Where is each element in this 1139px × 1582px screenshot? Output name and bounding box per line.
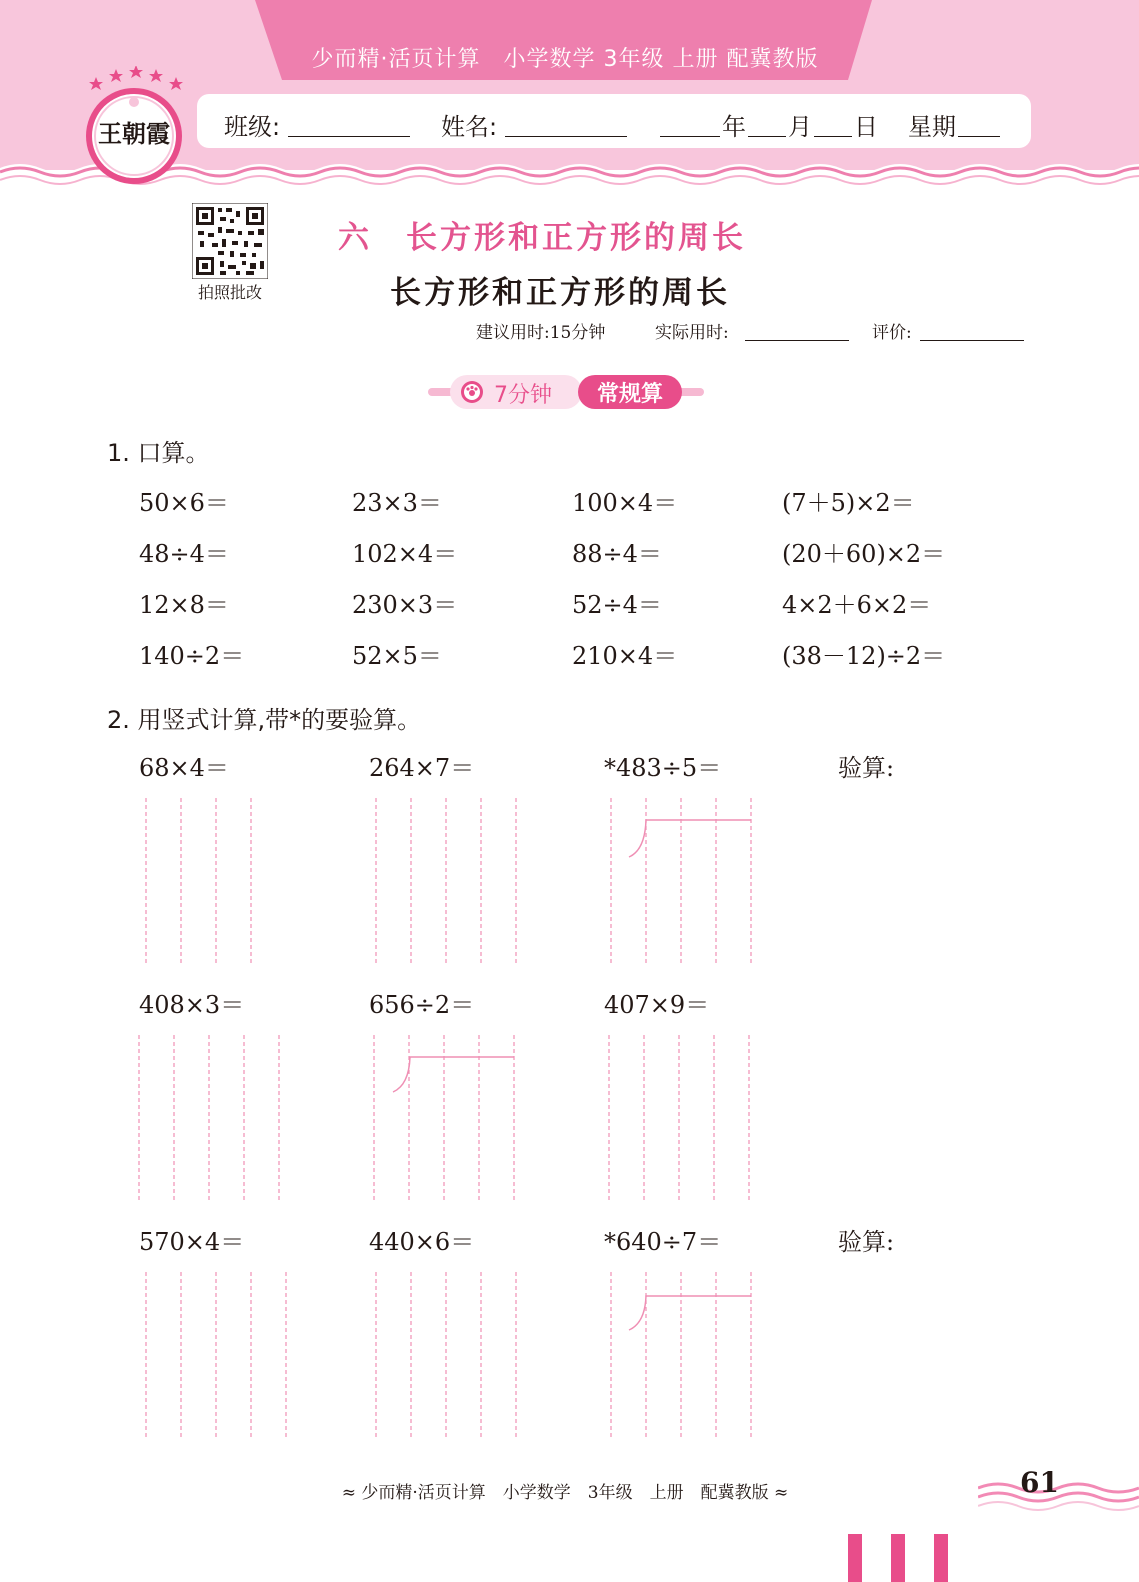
expression: 68×4＝ bbox=[139, 754, 229, 782]
edge-tab bbox=[848, 1534, 862, 1582]
expression: 264×7＝ bbox=[369, 754, 475, 782]
expression: 656÷2＝ bbox=[369, 991, 475, 1019]
expression: *483÷5＝ bbox=[604, 754, 722, 782]
check-label: 验算: bbox=[838, 754, 895, 782]
expression: 570×4＝ bbox=[139, 1228, 245, 1256]
expression: 4×2＋6×2＝ bbox=[782, 591, 932, 619]
check-label: 验算: bbox=[838, 1228, 895, 1256]
expression: (20＋60)×2＝ bbox=[782, 540, 946, 568]
question-1-title: 1. 口算。 bbox=[107, 439, 210, 467]
page-number: 61 bbox=[1020, 1466, 1059, 1499]
question-2-title: 2. 用竖式计算,带*的要验算。 bbox=[107, 706, 422, 734]
badge-type-text: 常规算 bbox=[596, 382, 663, 407]
weekday-label: 星期 bbox=[908, 113, 956, 141]
badge-time-text: 7分钟 bbox=[494, 383, 552, 408]
expression: 440×6＝ bbox=[369, 1228, 475, 1256]
expression: 100×4＝ bbox=[572, 489, 678, 517]
edge-tab bbox=[891, 1534, 905, 1582]
expression: 12×8＝ bbox=[139, 591, 229, 619]
expression: 52×5＝ bbox=[352, 642, 442, 670]
expression: (7＋5)×2＝ bbox=[782, 489, 915, 517]
edge-tab bbox=[934, 1534, 948, 1582]
year-label: 年 bbox=[722, 113, 746, 141]
expression: 52÷4＝ bbox=[572, 591, 662, 619]
qr-label: 拍照批改 bbox=[197, 283, 262, 302]
month-label: 月 bbox=[788, 113, 812, 141]
day-label: 日 bbox=[854, 113, 878, 141]
logo-text: 王朝霞 bbox=[98, 119, 170, 148]
class-label: 班级: bbox=[224, 113, 281, 141]
expression: 408×3＝ bbox=[139, 991, 245, 1019]
suggested-time: 建议用时:15分钟 bbox=[476, 323, 606, 343]
expression: 50×6＝ bbox=[139, 489, 229, 517]
expression: 88÷4＝ bbox=[572, 540, 662, 568]
expression: 210×4＝ bbox=[572, 642, 678, 670]
lesson-title: 长方形和正方形的周长 bbox=[390, 275, 730, 311]
evaluation-label: 评价: bbox=[872, 323, 912, 343]
actual-time-label: 实际用时: bbox=[655, 323, 729, 343]
expression: 140÷2＝ bbox=[139, 642, 245, 670]
footer-text: ≈ 少而精·活页计算 小学数学 3年级 上册 配冀教版 ≈ bbox=[341, 1483, 789, 1503]
chapter-title: 六 长方形和正方形的周长 bbox=[338, 220, 746, 256]
expression: 407×9＝ bbox=[604, 991, 710, 1019]
expression: 230×3＝ bbox=[352, 591, 458, 619]
expression: 23×3＝ bbox=[352, 489, 442, 517]
expression: (38－12)÷2＝ bbox=[782, 642, 946, 670]
expression: *640÷7＝ bbox=[604, 1228, 722, 1256]
expression: 48÷4＝ bbox=[139, 540, 229, 568]
name-label: 姓名: bbox=[441, 113, 498, 141]
expression: 102×4＝ bbox=[352, 540, 458, 568]
series-title: 少而精·活页计算 小学数学 3年级 上册 配冀教版 bbox=[311, 47, 819, 72]
